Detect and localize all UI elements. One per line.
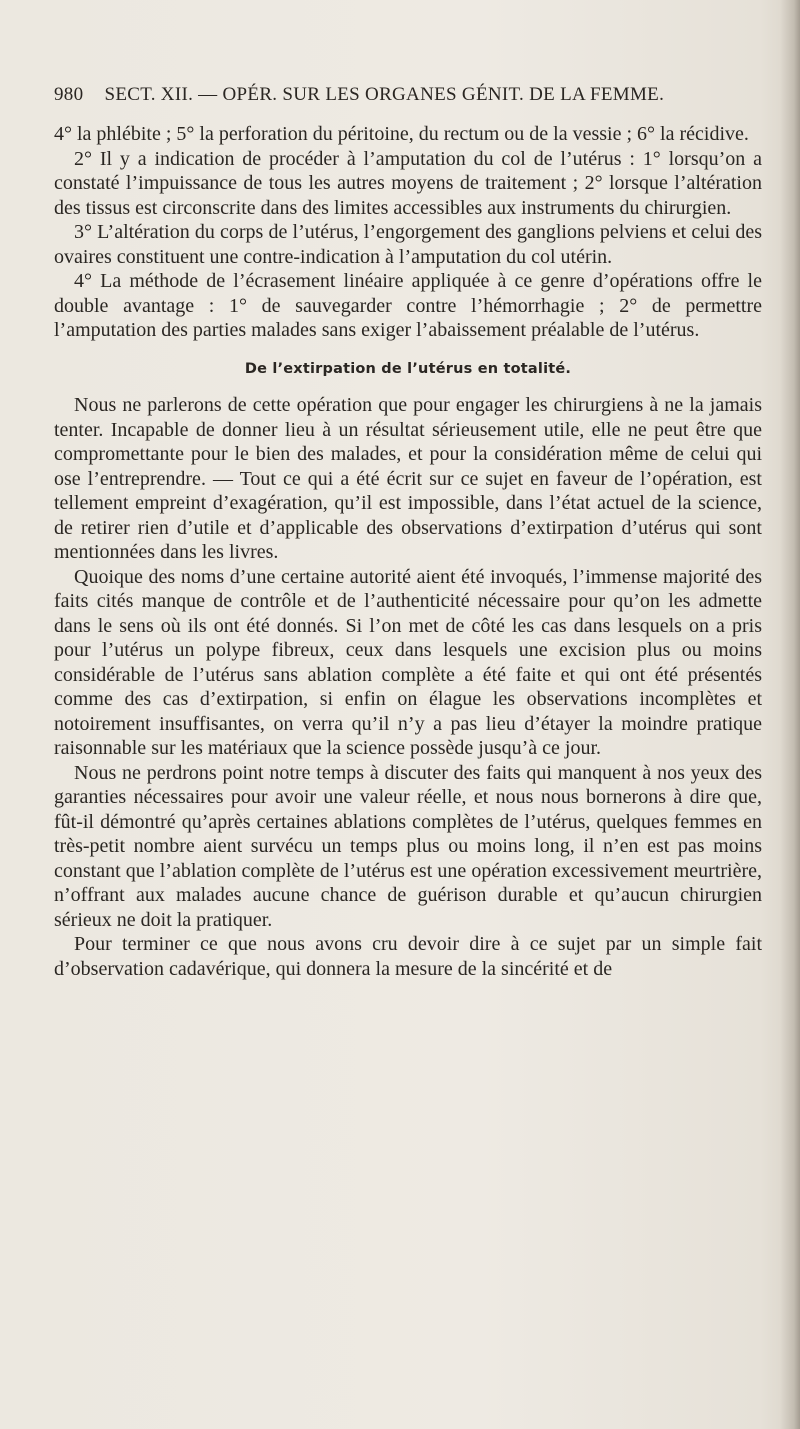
paragraph-indication-amputation: 2° Il y a indication de procéder à l’amputation du col de l’utérus : 1° lorsqu’on a constaté l’impuissance de tous les autres moyens de traitement ; 2° lorsque l’altération des tissus est circonscrite dans des limites accessibles aux instruments du chirurgien. bbox=[54, 147, 762, 219]
paragraph-observation: Pour terminer ce que nous avons cru devoir dire à ce sujet par un simple fait d’observation cadavérique, qui donnera la mesure de la sincérité et de bbox=[54, 933, 762, 980]
paragraph-conclusion: Nous ne perdrons point notre temps à discuter des faits qui manquent à nos yeux des garanties nécessaires pour avoir une valeur réelle, et nous nous bornerons à dire que, fût-il démontré qu’après certaines ablations complètes de l’utérus, quelques femmes en très-petit nombre aient survécu un temps plus ou moins long, il n’en est pas moins constant que l’ablation complète de l’utérus est une opération excessivement meurtrière, n’offrant aux malades aucune chance de guérison durable et qu’aucun chirurgien sérieux ne doit la pratiquer. bbox=[54, 761, 762, 931]
page-edge-shadow bbox=[780, 0, 800, 1429]
section-title: De l’extirpation de l’utérus en totalité. bbox=[244, 360, 572, 377]
page-number: 980 bbox=[54, 84, 84, 105]
running-header bbox=[54, 84, 754, 112]
paragraph-ecrasement-lineaire: 4° La méthode de l’écrasement linéaire appliquée à ce genre d’opérations offre le double avantage : 1° de sauvegarder contre l’hémorrhagie ; 2° de permettre l’amputation des parties malades sans exiger l’abaissement préalable de l’utérus. bbox=[54, 270, 762, 341]
paragraph-complications: 4° la phlébite ; 5° la perforation du péritoine, du rectum ou de la vessie ; 6° la récidive. bbox=[54, 123, 749, 145]
running-title: SECT. XII. — OPÉR. SUR LES ORGANES GÉNIT. DE LA FEMME. bbox=[104, 84, 665, 105]
paragraph-autorite: Quoique des noms d’une certaine autorité aient été invoqués, l’immense majorité des faits cités manque de contrôle et de l’authenticité nécessaire pour qu’on les admette dans le sens où ils ont été donnés. Si l’on met de côté les cas dans lesquels on a pris pour l’utérus un polype fibreux, ceux dans lesquels une excision plus ou moins considérable de l’utérus sans ablation complète a été faite et qui ont été présentés comme des cas d’extirpation, si enfin on élague les observations incomplètes et notoirement insuffisantes, on verra qu’il n’y a pas lieu d’étayer la moindre pratique raisonnable sur les matériaux que la science possède jusqu’à ce jour. bbox=[54, 565, 762, 759]
paragraph-extirpation-intro: Nous ne parlerons de cette opération que pour engager les chirurgiens à ne la jamais tenter. Incapable de donner lieu à un résultat sérieusement utile, elle ne peut être que compromettante pour le bien des malades, et pour la considération même de celui qui ose l’entreprendre. — Tout ce qui a été écrit sur ce sujet en faveur de l’opération, est tellement empreint d’exagération, qu’il est impossible, dans l’état actuel de la science, de retirer rien d’utile et d’applicable des observations d’extirpation d’utérus qui sont mentionnées dans les livres. bbox=[54, 394, 762, 563]
paragraph-contre-indication: 3° L’altération du corps de l’utérus, l’engorgement des ganglions pelviens et celui des ovaires constituent une contre-indication à l’amputation du col utérin. bbox=[54, 221, 762, 268]
page-body bbox=[54, 122, 762, 981]
